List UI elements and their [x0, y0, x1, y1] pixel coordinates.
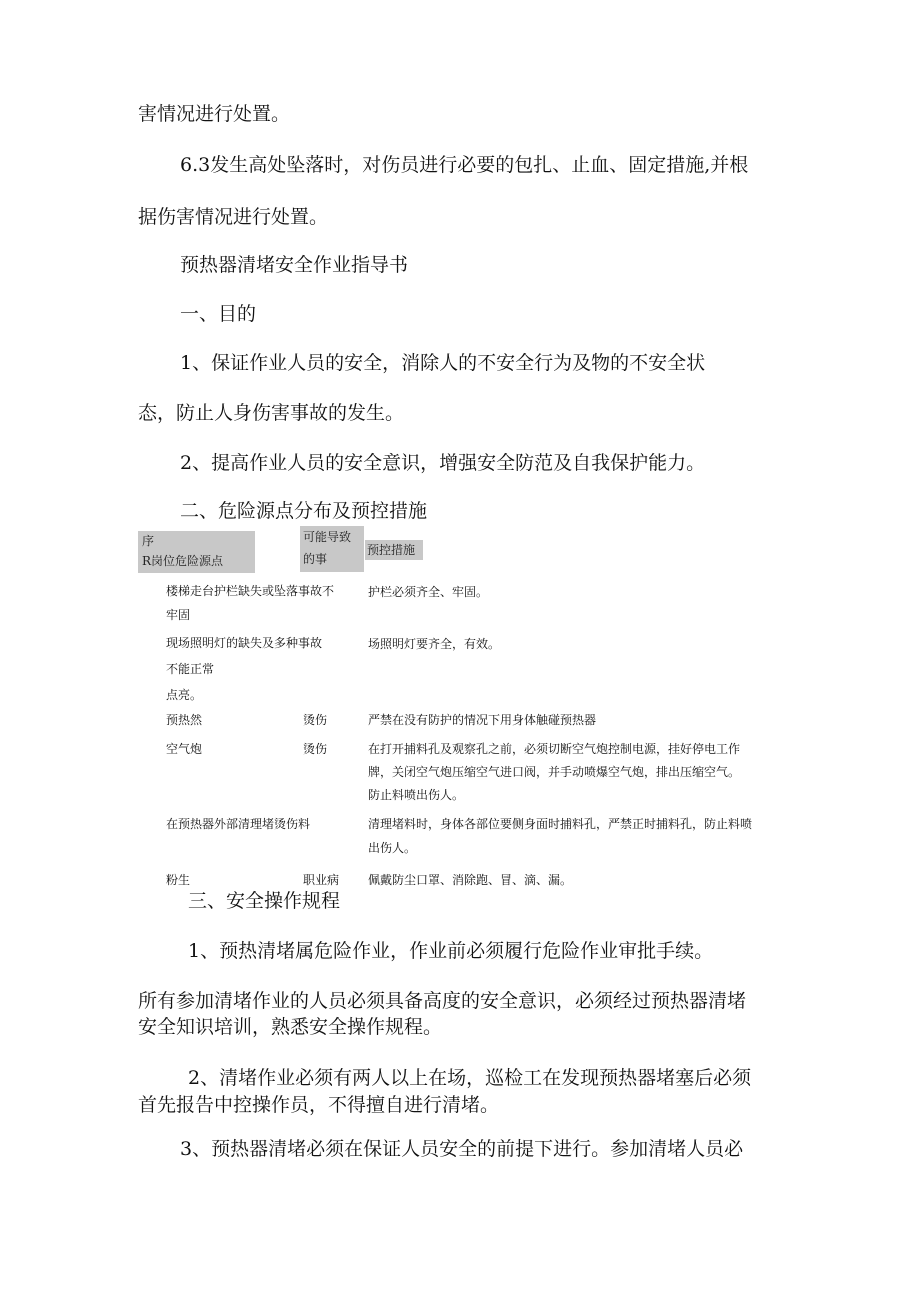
- row3-measure: 严禁在没有防护的情况下用身体触碰预热器: [368, 713, 597, 727]
- row6-measure: 佩戴防尘口罩、消除跑、冒、滴、漏。: [368, 873, 573, 887]
- table-header-measures: 预控措施: [365, 540, 423, 560]
- row2-source-line2: 不能正常: [166, 662, 215, 676]
- row6-source: 粉生: [166, 873, 191, 887]
- procedure-item-1-cont-line2: 安全知识培训，熟悉安全操作规程。: [138, 1016, 443, 1038]
- row5-measure-line1: 清理堵料时，身体各部位要侧身面时捕料孔，严禁正时捕料孔，防止料喷: [368, 817, 753, 831]
- row2-source-line1: 现场照明灯的缺失及多种事故: [166, 636, 323, 650]
- row1-source-line1: 楼梯走台护栏缺失或坠落事故不: [166, 584, 335, 598]
- row4-source: 空气炮: [166, 742, 203, 756]
- section-heading-hazards: 二、危险源点分布及预控措施: [180, 500, 428, 522]
- section-heading-procedures: 三、安全操作规程: [188, 890, 341, 912]
- row4-measure-line2: 牌，关闭空气炮压缩空气进口阀，并手动喷爆空气炮，排出压缩空气。: [368, 765, 741, 779]
- table-header-hazard-point: [138, 531, 255, 573]
- document-title: 预热器清堵安全作业指导书: [180, 254, 409, 276]
- row4-measure-line3: 防止料喷出伤人。: [368, 788, 465, 802]
- procedure-item-2-line1: 2、清堵作业必须有两人以上在场，巡检工在发现预热器堵塞后必须: [188, 1067, 752, 1089]
- procedure-item-2-line2: 首先报告中控操作员，不得擅自进行清堵。: [138, 1094, 500, 1116]
- table-header-seq: 序: [142, 534, 155, 548]
- row2-measure: 场照明灯要齐全，有效。: [368, 637, 501, 651]
- row4-measure-line1: 在打开捕料孔及观察孔之前，必须切断空气炮控制电源，挂好停电工作: [368, 742, 741, 756]
- row1-source-line2: 牢固: [166, 608, 191, 622]
- row2-source-line3: 点亮。: [166, 688, 203, 702]
- row6-accident: 职业病: [303, 873, 340, 887]
- section-heading-purpose: 一、目的: [180, 303, 257, 325]
- row3-source: 预热然: [166, 713, 203, 727]
- table-header-accident: [300, 526, 364, 572]
- row3-accident: 烫伤: [303, 713, 328, 727]
- row5-source: 在预热器外部清理堵烫伤料: [166, 817, 311, 831]
- procedure-item-3: 3、预热器清堵必须在保证人员安全的前提下进行。参加清堵人员必: [180, 1138, 744, 1160]
- procedure-item-1: 1、预热清堵属危险作业，作业前必须履行危险作业审批手续。: [188, 940, 714, 962]
- paragraph-continuation: 害情况进行处置。: [138, 103, 291, 125]
- row4-accident: 烫伤: [303, 742, 328, 756]
- procedure-item-1-cont-line1: 所有参加清堵作业的人员必须具备高度的安全意识，必须经过预热器清堵: [138, 990, 747, 1012]
- paragraph-6-3-line2: 据伤害情况进行处置。: [138, 206, 329, 228]
- table-header-accident-line1: 可能导致: [303, 530, 352, 544]
- purpose-item-1-line2: 态，防止人身伤害事故的发生。: [138, 402, 405, 424]
- row1-measure: 护栏必须齐全、牢固。: [368, 585, 489, 599]
- purpose-item-2: 2、提高作业人员的安全意识，增强安全防范及自我保护能力。: [180, 452, 706, 474]
- paragraph-6-3-line1: 6.3发生高处坠落时，对伤员进行必要的包扎、止血、固定措施,并根: [180, 154, 749, 176]
- table-header-accident-line2: 的事: [303, 552, 328, 566]
- purpose-item-1-line1: 1、保证作业人员的安全，消除人的不安全行为及物的不安全状: [180, 352, 706, 374]
- row5-measure-line2: 出伤人。: [368, 841, 417, 855]
- table-header-hazard-label: R岗位危险源点: [142, 554, 224, 568]
